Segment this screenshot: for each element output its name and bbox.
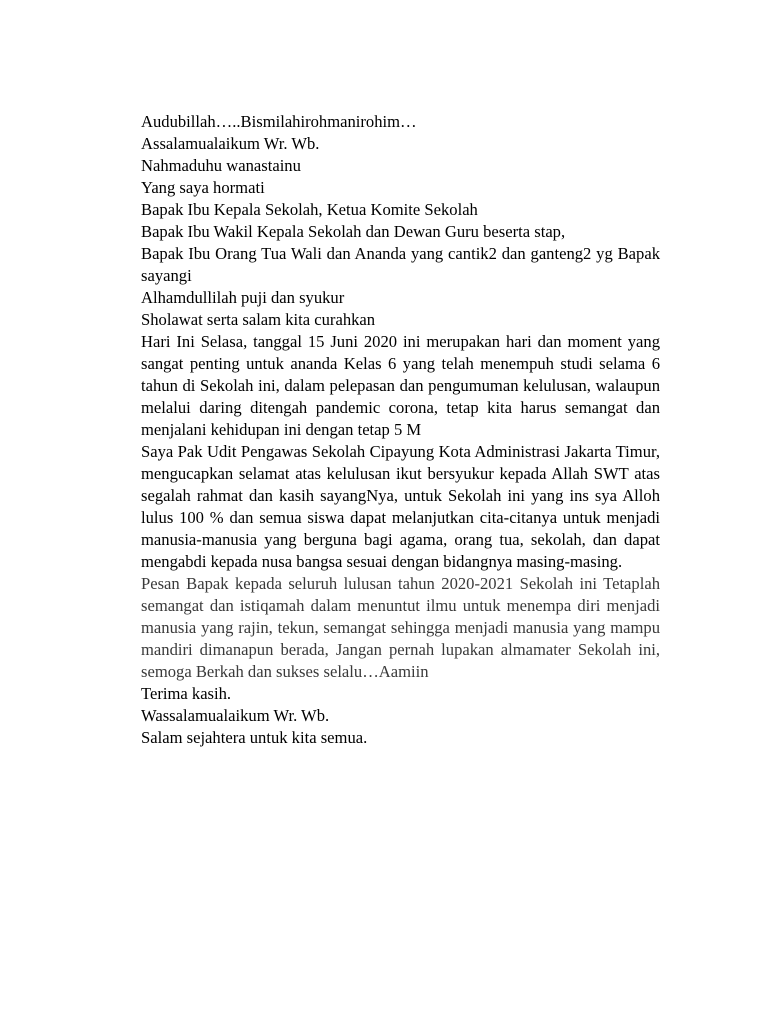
sholawat-line: Sholawat serta salam kita curahkan: [141, 310, 376, 329]
respected-line: Yang saya hormati: [141, 178, 265, 197]
farewell-line: Wassalamualaikum Wr. Wb.: [141, 706, 330, 725]
principal-line: Bapak Ibu Kepala Sekolah, Ketua Komite Sekolah: [141, 200, 478, 219]
thanks-line: Terima kasih.: [141, 684, 232, 703]
speaker-paragraph: Saya Pak Udit Pengawas Sekolah Cipayung Kota Administrasi Jakarta Timur, mengucapkan selamat atas kelulusan ikut bersyukur kepada Allah SWT atas segalah rahmat dan kasih sayangNya, untuk Sekolah ini yang ins sya Alloh lulus 100 % dan semua siswa dapat melanjutkan cita-citanya untuk menjadi manusia-manusia yang berguna bagi agama, orang tua, sekolah, dan dapat mengabdi kepada nusa bangsa sesuai dengan bidangnya masing-masing.: [141, 442, 660, 571]
message-paragraph: Pesan Bapak kepada seluruh lulusan tahun 2020-2021 Sekolah ini Tetaplah semangat dan istiqamah dalam menuntut ilmu untuk menempa diri menjadi manusia yang rajin, tekun, semangat sehingga menjadi manusia yang mampu mandiri dimanapun berada, Jangan pernah lupakan almamater Sekolah ini, semoga Berkah dan sukses selalu…Aamiin: [141, 574, 660, 681]
speech-text: [141, 111, 660, 749]
greeting-line: Assalamualaikum Wr. Wb.: [141, 134, 320, 153]
praise-line: Nahmaduhu wanastainu: [141, 156, 301, 175]
teachers-line: Bapak Ibu Wakil Kepala Sekolah dan Dewan Guru beserta stap,: [141, 222, 566, 241]
opening-line: Audubillah…..Bismilahirohmanirohim…: [141, 112, 417, 131]
wishes-line: Salam sejahtera untuk kita semua.: [141, 728, 368, 747]
gratitude-line: Alhamdullilah puji dan syukur: [141, 288, 345, 307]
today-paragraph: Hari Ini Selasa, tanggal 15 Juni 2020 ini merupakan hari dan moment yang sangat penting untuk ananda Kelas 6 yang telah menempuh studi selama 6 tahun di Sekolah ini, dalam pelepasan dan pengumuman kelulusan, walaupun melalui daring ditengah pandemic corona, tetap kita harus semangat dan menjalani kehidupan ini dengan tetap 5 M: [141, 332, 660, 439]
parents-paragraph: Bapak Ibu Orang Tua Wali dan Ananda yang cantik2 dan ganteng2 yg Bapak sayangi: [141, 244, 660, 285]
